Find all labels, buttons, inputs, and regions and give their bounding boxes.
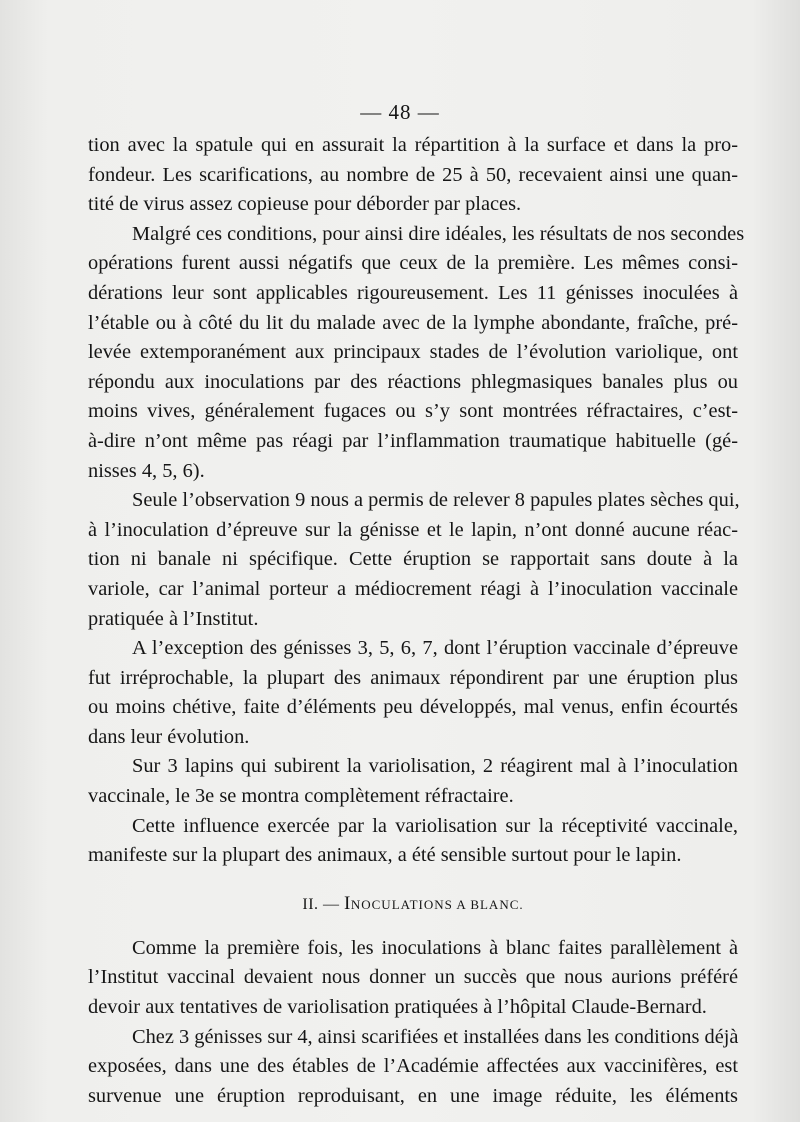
- text-line: Sur 3 lapins qui subirent la variolisation, 2 réagirent mal à l’inoculation: [132, 755, 738, 778]
- text-line: tion ni banale ni spécifique. Cette éruption se rapportait sans doute à la: [88, 548, 738, 571]
- paragraph: [88, 634, 738, 752]
- text-line: Cette influence exercée par la variolisation sur la réceptivité vaccinale,: [132, 814, 738, 837]
- text-line: l’étable ou à côté du lit du malade avec de la lymphe abondante, fraîche, pré-: [88, 311, 738, 334]
- text-line: répondu aux inoculations par des réactions phlegmasiques banales plus ou: [88, 370, 738, 393]
- text-line: ou moins chétive, faite d’éléments peu développés, mal venus, enfin écourtés: [88, 696, 738, 719]
- text-line: tité de virus assez copieuse pour déborder par places.: [88, 193, 522, 216]
- paragraphs-after-section: [88, 934, 738, 1112]
- text-line: moins vives, généralement fugaces ou s’y sont montrées réfractaires, c’est-: [88, 400, 738, 423]
- text-line: variole, car l’animal porteur a médiocrement réagi à l’inoculation vaccinale: [88, 577, 738, 600]
- text-line: l’Institut vaccinal devaient nous donner un succès que nous aurions préféré: [88, 966, 738, 989]
- section-heading: [88, 891, 738, 918]
- paragraphs-before-section: [88, 131, 745, 871]
- text-line: tion avec la spatule qui en assurait la répartition à la surface et dans la pro-: [88, 134, 738, 156]
- paragraph: [88, 1023, 738, 1112]
- paragraph: [88, 752, 738, 811]
- text-line: manifeste sur la plupart des animaux, a été sensible surtout pour le lapin.: [88, 844, 682, 867]
- paragraph: [88, 934, 738, 1023]
- text-line: survenue une éruption reproduisant, en une image réduite, les éléments: [88, 1084, 738, 1107]
- text-line: à l’inoculation d’épreuve sur la génisse et le lapin, n’ont donné aucune réac-: [88, 518, 738, 541]
- paragraph: [88, 131, 738, 220]
- text-line: pratiquée à l’Institut.: [88, 607, 259, 630]
- page-number: — 48 —: [360, 100, 440, 124]
- section-title-text: NOCULATIONS A BLANC.: [350, 896, 524, 912]
- section-number: II. —: [302, 895, 340, 913]
- text-line: fondeur. Les scarifications, au nombre de 25 à 50, recevaient ainsi une quan-: [88, 163, 738, 186]
- text-line: devoir aux tentatives de variolisation pratiquées à l’hôpital Claude-Bernard.: [88, 996, 707, 1019]
- body-text: [88, 131, 745, 1111]
- text-line: fut irréprochable, la plupart des animaux répondirent par une éruption plus: [88, 666, 738, 689]
- paragraph: [88, 220, 745, 486]
- text-line: dérations leur sont applicables rigoureusement. Les 11 génisses inoculées à: [88, 281, 738, 304]
- text-line: Seule l’observation 9 nous a permis de relever 8 papules plates sèches qui,: [132, 489, 740, 512]
- paragraph: [88, 812, 738, 871]
- text-line: A l’exception des génisses 3, 5, 6, 7, dont l’éruption vaccinale d’épreuve: [132, 637, 738, 660]
- paragraph: [88, 486, 738, 634]
- text-line: Chez 3 génisses sur 4, ainsi scarifiées et installées dans les conditions déjà: [132, 1025, 739, 1048]
- text-line: vaccinale, le 3e se montra complètement réfractaire.: [88, 785, 514, 808]
- text-line: Malgré ces conditions, pour ainsi dire idéales, les résultats de nos secondes: [132, 222, 745, 245]
- section-initial: I: [344, 892, 351, 914]
- text-line: nisses 4, 5, 6).: [88, 459, 205, 482]
- text-line: dans leur évolution.: [88, 725, 250, 748]
- text-line: à-dire n’ont même pas réagi par l’inflammation traumatique habituelle (gé-: [88, 429, 738, 452]
- text-line: exposées, dans une des étables de l’Académie affectées aux vaccinifères, est: [88, 1055, 738, 1078]
- text-line: opérations furent aussi négatifs que ceux de la première. Les mêmes consi-: [88, 252, 738, 275]
- text-line: Comme la première fois, les inoculations à blanc faites parallèlement à: [132, 936, 738, 959]
- text-line: levée extemporanément aux principaux stades de l’évolution variolique, ont: [88, 341, 738, 364]
